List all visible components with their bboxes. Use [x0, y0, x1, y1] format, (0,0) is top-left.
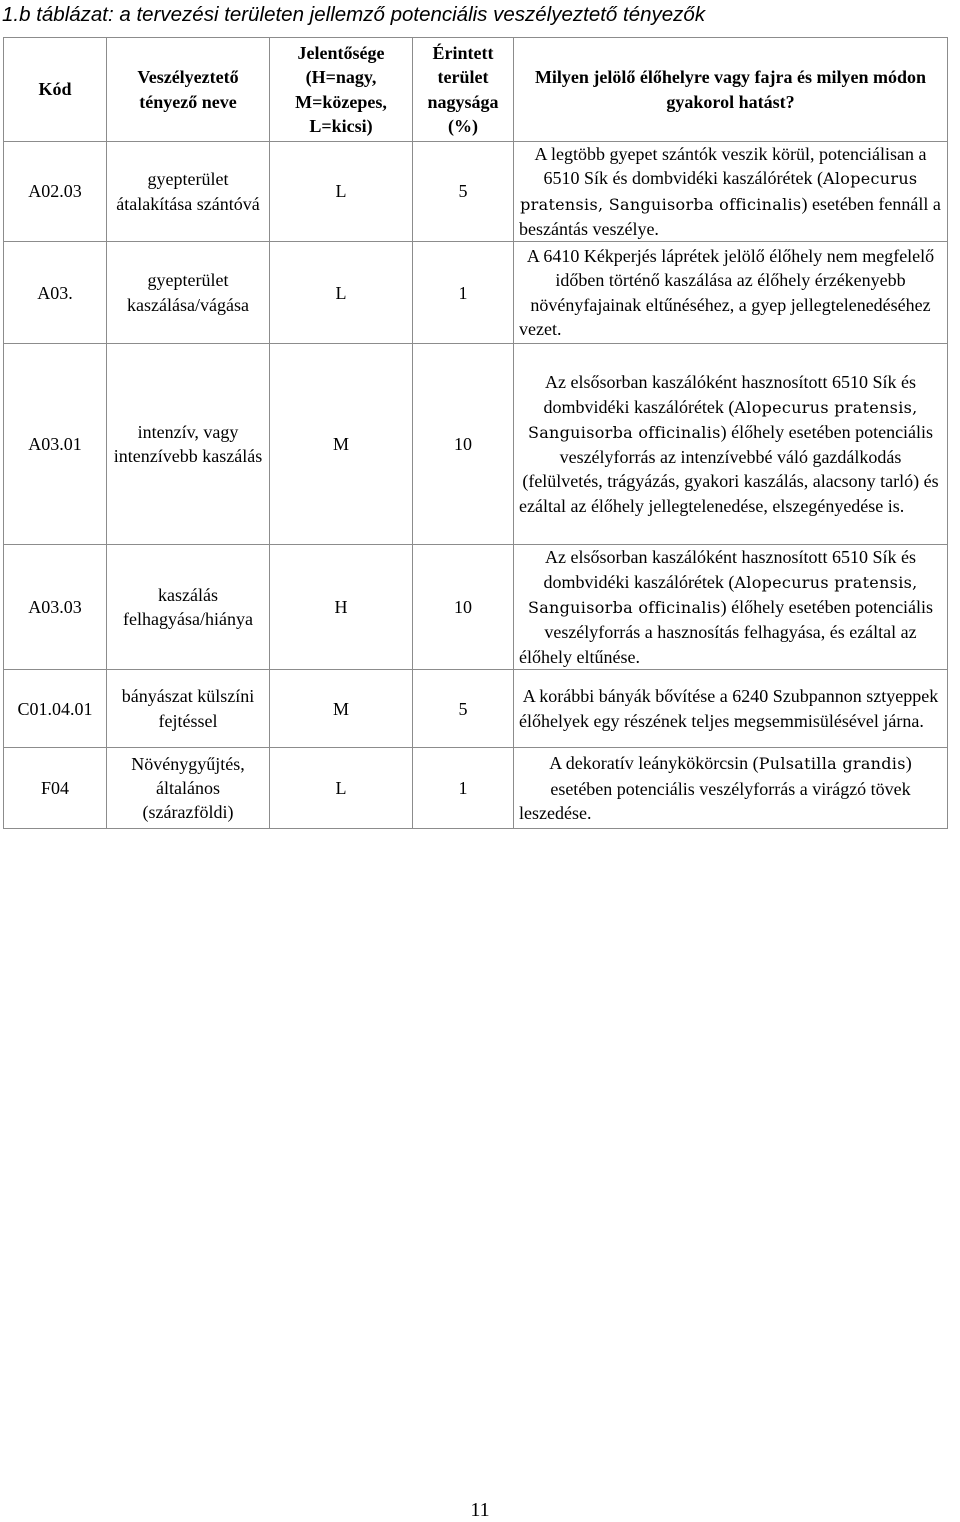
row-area: 1 — [413, 748, 514, 829]
row-code: A03.03 — [4, 545, 107, 670]
effect-text-end: ) esetében fennáll a beszántás veszélye. — [519, 193, 941, 239]
row-code: F04 — [4, 748, 107, 829]
row-effect — [514, 142, 948, 242]
threat-factors-table — [3, 37, 948, 829]
row-name: gyepterület átalakítása szántóvá — [107, 142, 270, 242]
table-row — [4, 545, 948, 670]
effect-text: A legtöbb gyepet szántók veszik körül, potenciálisan a 6510 Sík és dombvidéki kaszálórétek ( — [534, 144, 927, 189]
table-row — [4, 748, 948, 829]
row-significance: M — [270, 344, 413, 545]
row-effect — [514, 670, 948, 748]
effect-text: Az elsősorban kaszálóként hasznosított 6510 Sík és dombvidéki kaszálórétek ( — [543, 547, 916, 592]
row-name: gyepterület kaszálása/vágása — [107, 242, 270, 344]
header-area: Érintett terület nagysága (%) — [413, 38, 514, 142]
effect-latin-names: Alopecurus pratensis, Sanguisorba officinalis — [527, 572, 918, 618]
row-effect — [514, 545, 948, 670]
effect-latin-names: Alopecurus pratensis, Sanguisorba officinalis — [527, 397, 918, 442]
row-area: 5 — [413, 142, 514, 242]
row-name: Növénygyűjtés, általános (szárazföldi) — [107, 748, 270, 829]
header-effect: Milyen jelölő élőhelyre vagy fajra és milyen módon gyakorol hatást? — [514, 38, 948, 142]
header-code: Kód — [4, 38, 107, 142]
table-caption: 1.b táblázat: a tervezési területen jellemző potenciális veszélyeztető tényezők — [2, 3, 706, 26]
row-name: bányászat külszíni fejtéssel — [107, 670, 270, 748]
effect-text-end: ) élőhely esetében potenciális veszélyforrás az intenzívebbé váló gazdálkodás (felülvetés, trágyázás, gyakori kaszálás, alacsony tarló) és ezáltal az élőhely jellegtelenedése, elszegényedése is. — [519, 421, 939, 516]
page-number: 11 — [470, 1499, 490, 1521]
row-code: A03. — [4, 242, 107, 344]
effect-text: A korábbi bányák bővítése a 6240 Szubpannon sztyeppek élőhelyek egy részének teljes megsemmisülésével járna. — [519, 686, 939, 731]
table-row — [4, 242, 948, 344]
row-area: 10 — [413, 344, 514, 545]
row-effect — [514, 242, 948, 344]
effect-latin-names: Alopecurus pratensis, Sanguisorba officinalis — [520, 169, 918, 214]
table-row — [4, 344, 948, 545]
header-row — [4, 38, 948, 142]
row-effect — [514, 344, 948, 545]
row-code: A03.01 — [4, 344, 107, 545]
effect-text: A 6410 Kékperjés láprétek jelölő élőhely nem megfelelő időben történő kaszálása az élőhely érzékenyebb növényfajainak eltűnéséhez, a gyep jellegtelenedéséhez vezet. — [519, 246, 935, 339]
row-effect — [514, 748, 948, 829]
table-row — [4, 142, 948, 242]
effect-text: A dekoratív leánykökörcsin ( — [549, 753, 759, 774]
row-code: A02.03 — [4, 142, 107, 242]
row-significance: H — [270, 545, 413, 670]
row-name: kaszálás felhagyása/hiánya — [107, 545, 270, 670]
row-significance: M — [270, 670, 413, 748]
row-area: 10 — [413, 545, 514, 670]
row-code: C01.04.01 — [4, 670, 107, 748]
row-significance: L — [270, 142, 413, 242]
effect-text: Az elsősorban kaszálóként hasznosított 6510 Sík és dombvidéki kaszálórétek ( — [543, 372, 916, 417]
table-row — [4, 670, 948, 748]
row-name: intenzív, vagy intenzívebb kaszálás — [107, 344, 270, 545]
effect-text-end: ) esetében potenciális veszélyforrás a virágzó tövek leszedése. — [519, 753, 912, 823]
effect-text-end: ) élőhely esetében potenciális veszélyforrás a hasznosítás felhagyása, és ezáltal az élőhely eltűnése. — [519, 597, 934, 667]
header-name: Veszélyeztető tényező neve — [107, 38, 270, 142]
row-significance: L — [270, 242, 413, 344]
row-area: 1 — [413, 242, 514, 344]
row-significance: L — [270, 748, 413, 829]
header-significance: Jelentősége (H=nagy, M=közepes, L=kicsi) — [270, 38, 413, 142]
row-area: 5 — [413, 670, 514, 748]
effect-latin-names: Pulsatilla grandis — [758, 754, 906, 774]
